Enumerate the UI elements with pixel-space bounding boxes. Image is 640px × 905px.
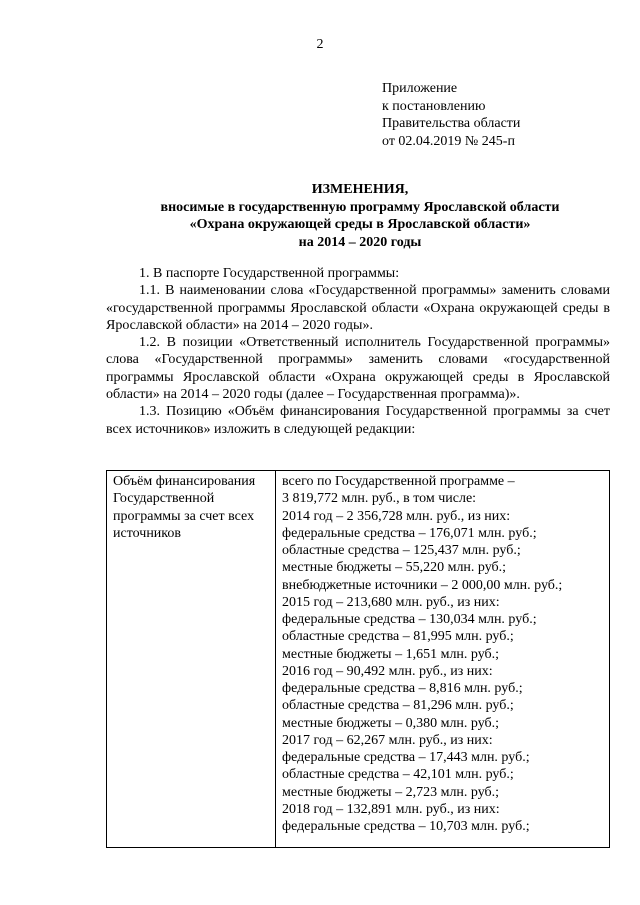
funding-label-lines <box>113 473 271 542</box>
funding-label-line: источников <box>113 525 182 541</box>
document-heading <box>100 181 620 251</box>
funding-value-line: всего по Государственной программе – <box>282 474 515 489</box>
funding-value-line: 2016 год – 90,492 млн. руб., из них: <box>282 663 493 679</box>
funding-label-line: Объём финансирования <box>113 474 256 489</box>
heading-line: на 2014 – 2020 годы <box>298 234 422 250</box>
funding-value-line: областные средства – 42,101 млн. руб.; <box>282 767 514 783</box>
paragraph: 1.1. В наименовании слова «Государственной программы» заменить словами «государственной программы Ярославской области «Охрана окружающей среды в Ярославской области» на 2014 – 2020 годы». <box>106 283 610 333</box>
appendix-block <box>382 80 520 150</box>
funding-label-line: программы за счет всех <box>113 508 255 524</box>
funding-value-line: областные средства – 125,437 млн. руб.; <box>282 543 521 558</box>
paragraph: 1.3. Позицию «Объём финансирования Государственной программы за счет всех источников» изложить в следующей редакции: <box>106 404 610 437</box>
funding-label-line: Государственной <box>113 491 215 507</box>
paragraph: 1.2. В позиции «Ответственный исполнитель Государственной программы» слова «Государственной программы» заменить словами «государственной программы Ярославской области «Охрана окружающей среды в Ярославской области» на 2014 – 2020 годы (далее – Государственная программа)». <box>106 335 610 403</box>
funding-value-line: федеральные средства – 17,443 млн. руб.; <box>282 750 530 765</box>
funding-table <box>106 470 610 848</box>
funding-value-line: областные средства – 81,995 млн. руб.; <box>282 629 514 645</box>
funding-value-line: 2017 год – 62,267 млн. руб., из них: <box>282 732 493 748</box>
funding-value-line: 3 819,772 млн. руб., в том числе: <box>282 491 477 507</box>
appendix-line: Правительства области <box>382 116 521 131</box>
page-number: 2 <box>316 37 324 52</box>
funding-value-line: местные бюджеты – 55,220 млн. руб.; <box>282 560 507 576</box>
heading-line: вносимые в государственную программу Ярославской области <box>160 199 560 215</box>
appendix-line: от 02.04.2019 № 245-п <box>382 133 515 149</box>
appendix-line: Приложение <box>382 81 458 96</box>
heading-line: «Охрана окружающей среды в Ярославской области» <box>189 217 531 232</box>
paragraph: 1. В паспорте Государственной программы: <box>139 266 400 281</box>
funding-label-cell <box>107 471 276 848</box>
appendix-line: к постановлению <box>382 98 486 114</box>
funding-value-line: 2018 год – 132,891 млн. руб., из них: <box>282 801 500 817</box>
funding-values-cell <box>276 471 610 848</box>
funding-value-line: федеральные средства – 10,703 млн. руб.; <box>282 819 530 834</box>
funding-value-line: федеральные средства – 8,816 млн. руб.; <box>282 681 523 696</box>
funding-value-line: федеральные средства – 130,034 млн. руб.; <box>282 612 537 627</box>
funding-value-line: местные бюджеты – 2,723 млн. руб.; <box>282 784 500 800</box>
funding-value-lines <box>282 473 605 835</box>
funding-value-line: местные бюджеты – 0,380 млн. руб.; <box>282 715 500 731</box>
table-row <box>107 471 610 848</box>
funding-value-line: 2014 год – 2 356,728 млн. руб., из них: <box>282 508 511 524</box>
funding-value-line: внебюджетные источники – 2 000,00 млн. руб.; <box>282 577 563 593</box>
body-text <box>106 265 610 438</box>
heading-line: ИЗМЕНЕНИЯ, <box>311 182 409 197</box>
funding-value-line: местные бюджеты – 1,651 млн. руб.; <box>282 646 500 662</box>
funding-value-line: 2015 год – 213,680 млн. руб., из них: <box>282 594 500 610</box>
funding-value-line: федеральные средства – 176,071 млн. руб.; <box>282 525 537 541</box>
funding-value-line: областные средства – 81,296 млн. руб.; <box>282 698 514 714</box>
